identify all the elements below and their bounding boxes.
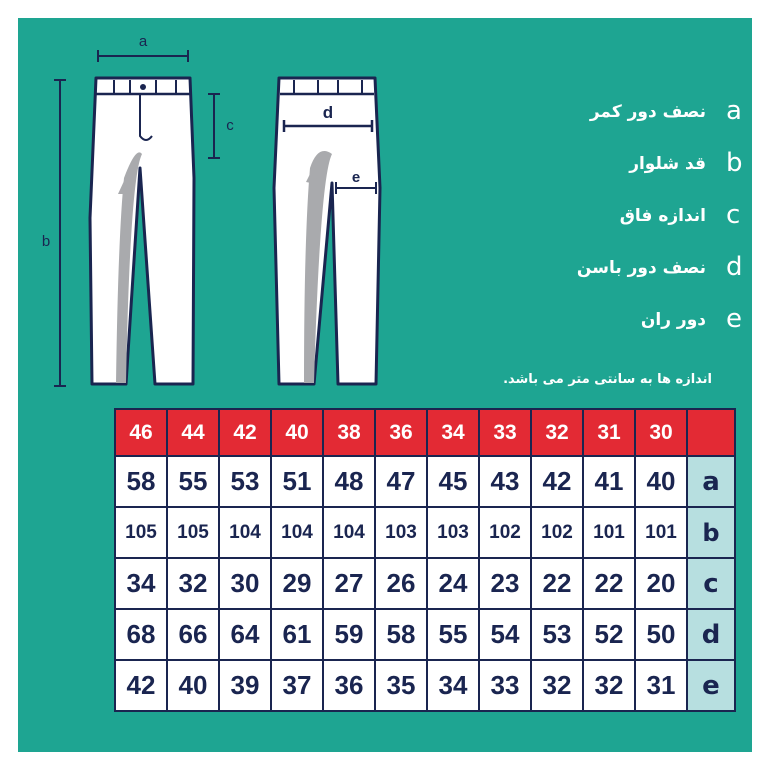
dimension-a-marker [98, 33, 188, 62]
table-cell: 101 [583, 507, 635, 558]
table-cell: 48 [323, 456, 375, 507]
size-header-cell: 31 [583, 409, 635, 456]
table-cell: 104 [323, 507, 375, 558]
table-cell: 102 [531, 507, 583, 558]
dimension-c-label: c [226, 117, 234, 134]
size-header-cell: 30 [635, 409, 687, 456]
table-cell: 105 [167, 507, 219, 558]
table-cell: 104 [219, 507, 271, 558]
table-cell: 45 [427, 456, 479, 507]
legend-label: دور ران [640, 310, 706, 330]
legend-letter: d [726, 252, 743, 282]
table-cell: 53 [219, 456, 271, 507]
table-cell: 103 [427, 507, 479, 558]
size-header-cell: 34 [427, 409, 479, 456]
table-cell: 40 [167, 660, 219, 711]
table-cell: 58 [115, 456, 167, 507]
table-row-a [115, 456, 735, 507]
legend-label: اندازه فاق [619, 206, 706, 226]
row-key-cell: c [687, 558, 735, 609]
table-cell: 33 [479, 660, 531, 711]
table-cell: 64 [219, 609, 271, 660]
table-cell: 24 [427, 558, 479, 609]
table-cell: 34 [115, 558, 167, 609]
table-cell: 55 [427, 609, 479, 660]
table-row-b [115, 507, 735, 558]
row-key-cell: a [687, 456, 735, 507]
table-cell: 43 [479, 456, 531, 507]
legend-letter: c [726, 200, 741, 230]
dimension-d-label: d [322, 103, 334, 122]
table-cell: 37 [271, 660, 323, 711]
header-corner-cell [687, 409, 735, 456]
legend-letter: b [726, 148, 743, 178]
table-cell: 27 [323, 558, 375, 609]
legend-item-b [538, 148, 748, 200]
trousers-front-view [90, 78, 194, 384]
dimension-b-marker [42, 80, 66, 386]
legend-label: قد شلوار [629, 154, 706, 174]
table-cell: 101 [635, 507, 687, 558]
table-cell: 55 [167, 456, 219, 507]
table-cell: 35 [375, 660, 427, 711]
table-cell: 105 [115, 507, 167, 558]
dimension-a-label: a [138, 33, 148, 50]
table-cell: 34 [427, 660, 479, 711]
dimension-c-marker [208, 94, 234, 158]
table-cell: 23 [479, 558, 531, 609]
dimension-e-label: e [351, 169, 361, 186]
table-cell: 31 [635, 660, 687, 711]
legend-item-c [538, 200, 748, 252]
size-header-cell: 42 [219, 409, 271, 456]
table-cell: 102 [479, 507, 531, 558]
size-header-cell: 46 [115, 409, 167, 456]
size-header-cell: 40 [271, 409, 323, 456]
dimension-b-label: b [41, 233, 51, 250]
row-key-cell: d [687, 609, 735, 660]
size-header-cell: 32 [531, 409, 583, 456]
table-cell: 103 [375, 507, 427, 558]
table-cell: 52 [583, 609, 635, 660]
legend-label: نصف دور کمر [589, 102, 706, 122]
table-cell: 22 [531, 558, 583, 609]
table-cell: 61 [271, 609, 323, 660]
table-cell: 26 [375, 558, 427, 609]
legend-letter: a [726, 96, 742, 126]
unit-note: .اندازه ها به سانتی متر می باشد [503, 372, 712, 387]
table-cell: 50 [635, 609, 687, 660]
table-cell: 32 [531, 660, 583, 711]
table-header-row [115, 409, 735, 456]
table-cell: 20 [635, 558, 687, 609]
table-cell: 47 [375, 456, 427, 507]
legend-item-d [538, 252, 748, 304]
size-header-cell: 33 [479, 409, 531, 456]
size-header-cell: 38 [323, 409, 375, 456]
table-cell: 42 [531, 456, 583, 507]
legend-item-a [538, 96, 748, 148]
table-cell: 53 [531, 609, 583, 660]
table-cell: 32 [167, 558, 219, 609]
table-cell: 51 [271, 456, 323, 507]
size-header-cell: 36 [375, 409, 427, 456]
trousers-back-view [274, 78, 380, 384]
table-cell: 29 [271, 558, 323, 609]
legend-letter: e [726, 304, 742, 334]
table-cell: 40 [635, 456, 687, 507]
measurement-legend [538, 96, 748, 356]
size-header-cell: 44 [167, 409, 219, 456]
table-cell: 42 [115, 660, 167, 711]
table-cell: 32 [583, 660, 635, 711]
row-key-cell: b [687, 507, 735, 558]
table-cell: 68 [115, 609, 167, 660]
legend-item-e [538, 304, 748, 356]
table-cell: 36 [323, 660, 375, 711]
table-cell: 58 [375, 609, 427, 660]
table-cell: 30 [219, 558, 271, 609]
table-cell: 66 [167, 609, 219, 660]
table-cell: 41 [583, 456, 635, 507]
size-table [114, 408, 736, 712]
table-cell: 54 [479, 609, 531, 660]
table-cell: 22 [583, 558, 635, 609]
table-row-c [115, 558, 735, 609]
table-row-e [115, 660, 735, 711]
table-cell: 39 [219, 660, 271, 711]
table-row-d [115, 609, 735, 660]
table-cell: 59 [323, 609, 375, 660]
legend-label: نصف دور باسن [576, 258, 706, 278]
size-chart-card [18, 18, 752, 752]
row-key-cell: e [687, 660, 735, 711]
table-cell: 104 [271, 507, 323, 558]
